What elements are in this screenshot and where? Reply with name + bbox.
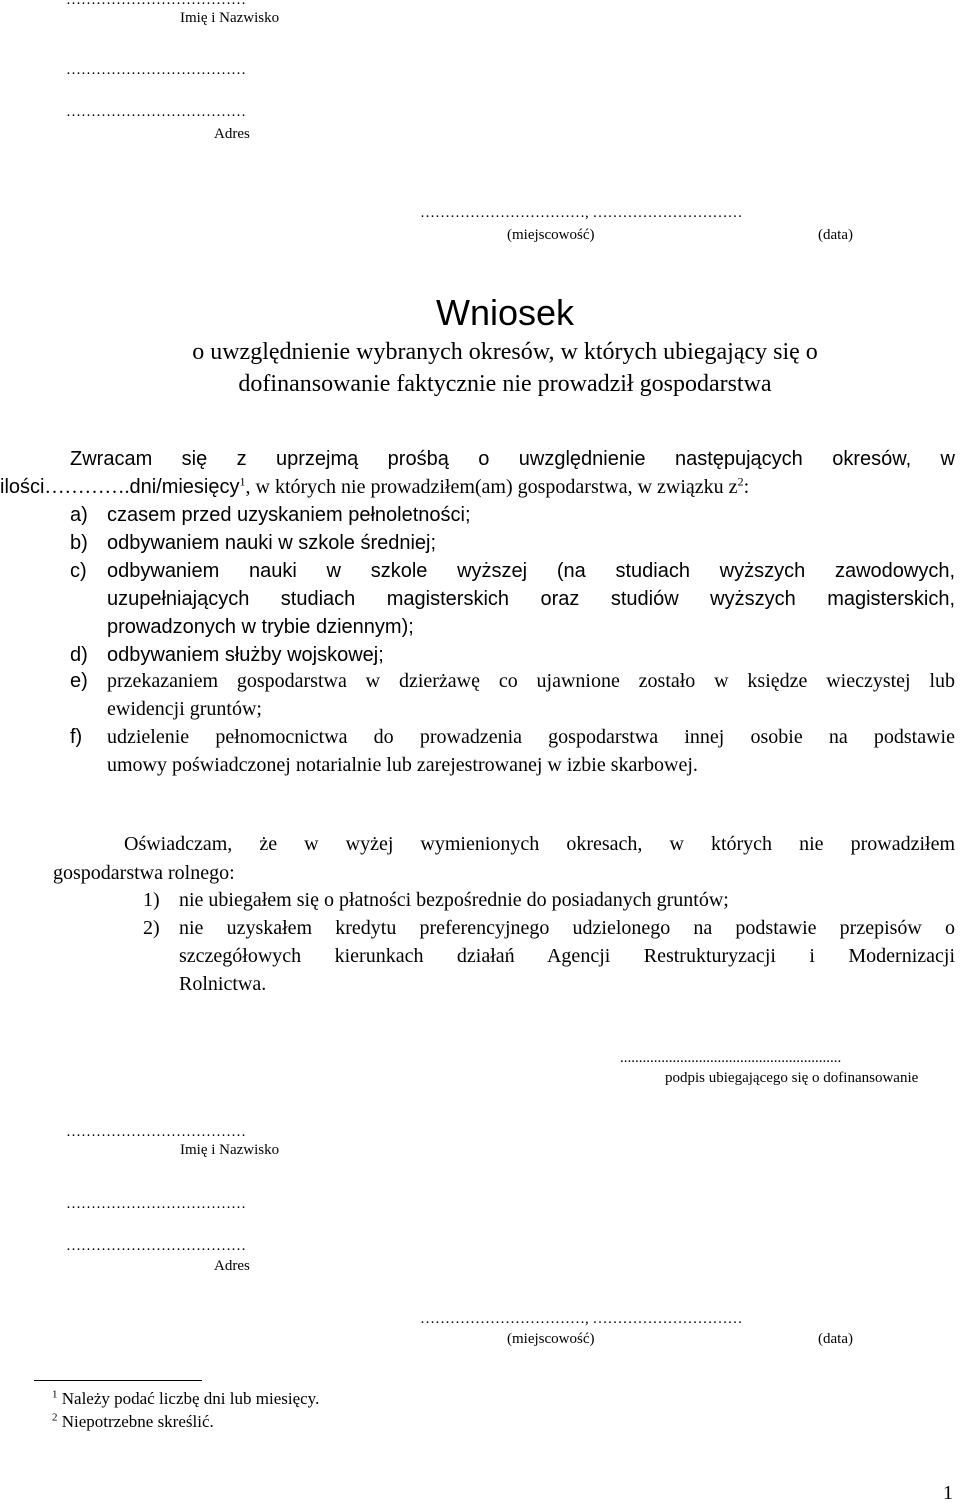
reason-text-f-line-2: umowy poświadczonej notarialnie lub zarejestrowanej w izbie skarbowej.: [107, 754, 698, 776]
declaration-item-label-1: 1): [143, 889, 160, 911]
name-dots-line: ………………………………: [66, 0, 246, 8]
reason-label-b: b): [70, 532, 88, 554]
lower-address-label: Adres: [214, 1258, 250, 1274]
reason-text-e-line-2: ewidencji gruntów;: [107, 698, 262, 720]
reason-text-b: odbywaniem nauki w szkole średniej;: [107, 532, 437, 554]
lower-address-dots-line-2: ………………………………: [66, 1238, 246, 1254]
lower-date-label: (data): [818, 1331, 853, 1347]
declaration-item-label-2: 2): [143, 917, 160, 939]
footnote-1-text: Należy podać liczbę dni lub miesięcy.: [57, 1389, 320, 1408]
intro-colon: :: [743, 476, 750, 498]
footnote-2-text: Niepotrzebne skreślić.: [57, 1412, 214, 1431]
footnote-1-number: 1: [52, 1388, 58, 1401]
address-dots-line-1: ………………………………: [66, 62, 246, 78]
intro-dots: ………….: [44, 476, 130, 498]
lower-address-dots-line-1: ………………………………: [66, 1196, 246, 1212]
date-label: (data): [818, 227, 853, 243]
signature-label: podpis ubiegającego się o dofinansowanie: [665, 1070, 919, 1086]
reason-label-e: e): [70, 670, 88, 692]
reason-text-a: czasem przed uzyskaniem pełnoletności;: [107, 504, 471, 526]
place-label: (miejscowość): [507, 227, 595, 243]
reason-text-e-line-1: przekazaniem gospodarstwa w dzierżawę co ujawnione zostało w księdze wieczystej lub: [107, 670, 955, 692]
intro-line-2: [0, 476, 960, 499]
reason-text-d: odbywaniem służby wojskowej;: [107, 644, 384, 666]
lower-name-dots-line: ………………………………: [66, 1124, 246, 1140]
intro-rest: , w których nie prowadziłem(am) gospodarstwa, w związku z: [245, 476, 738, 498]
declaration-item-text-2-line-2: szczegółowych kierunkach działań Agencji Restrukturyzacji i Modernizacji: [179, 945, 955, 967]
declaration-line-1: Oświadczam, że w wyżej wymienionych okresach, w których nie prowadziłem: [124, 833, 955, 855]
signature-dots-line: ...........................................................: [620, 1050, 842, 1066]
intro-dni: dni/miesięcy: [129, 476, 240, 498]
reason-label-f: f): [70, 726, 83, 748]
footnote-2-number: 2: [52, 1411, 58, 1424]
lower-place-date-dots-line: ……………………………, …………………………: [420, 1311, 743, 1327]
reason-label-a: a): [70, 504, 88, 526]
document-title: Wniosek: [435, 292, 575, 333]
intro-ilosci: ilości: [0, 476, 45, 498]
reason-text-c-line-3: prowadzonych w trybie dziennym);: [107, 616, 414, 638]
document-subtitle-line-2: dofinansowanie faktycznie nie prowadził gospodarstwa: [238, 371, 772, 397]
address-label: Adres: [214, 126, 250, 142]
intro-line-1: Zwracam się z uprzejmą prośbą o uwzględnienie następujących okresów, w: [70, 448, 955, 470]
name-label: Imię i Nazwisko: [180, 10, 280, 26]
reason-label-d: d): [70, 644, 88, 666]
reason-text-c-line-2: uzupełniających studiach magisterskich oraz studiów wyższych magisterskich,: [107, 588, 955, 610]
declaration-item-text-2-line-1: nie uzyskałem kredytu preferencyjnego udzielonego na podstawie przepisów o: [179, 917, 955, 939]
declaration-item-text-1: nie ubiegałem się o płatności bezpośrednie do posiadanych gruntów;: [179, 889, 729, 911]
lower-place-label: (miejscowość): [507, 1331, 595, 1347]
footnote-ref-1: 1: [239, 474, 246, 489]
address-dots-line-2: ………………………………: [66, 104, 246, 120]
footnote-2: [52, 1412, 214, 1432]
reason-text-f-line-1: udzielenie pełnomocnictwa do prowadzenia gospodarstwa innej osobie na podstawie: [107, 726, 955, 748]
declaration-line-2: gospodarstwa rolnego:: [53, 862, 235, 884]
footnote-1: [52, 1389, 319, 1409]
document-subtitle-line-1: o uwzględnienie wybranych okresów, w których ubiegający się o: [192, 339, 818, 365]
reason-label-c: c): [70, 560, 87, 582]
lower-name-label: Imię i Nazwisko: [180, 1142, 280, 1158]
declaration-item-text-2-line-3: Rolnictwa.: [179, 973, 267, 995]
reason-text-c-line-1: odbywaniem nauki w szkole wyższej (na studiach wyższych zawodowych,: [107, 560, 955, 582]
page-number: 1: [943, 1482, 953, 1504]
footnote-separator: [34, 1380, 202, 1381]
place-date-dots-line: ……………………………, …………………………: [420, 205, 743, 221]
footnote-ref-2: 2: [737, 474, 744, 489]
